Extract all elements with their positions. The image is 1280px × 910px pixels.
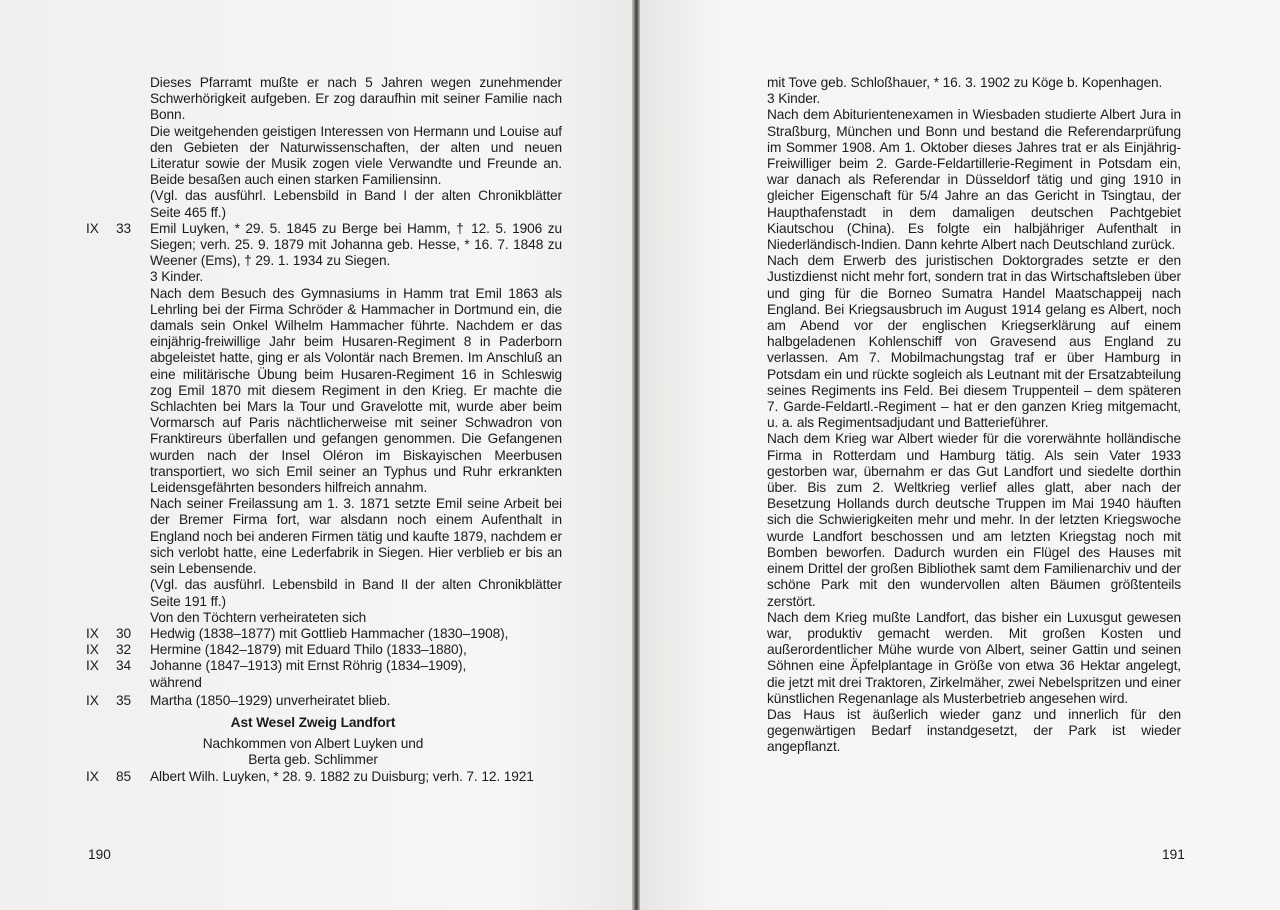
paragraph: Nach seiner Freilassung am 1. 3. 1871 setzte Emil seine Arbeit bei der Bremer Firma fort, war alsdann noch einem Aufenthalt in England noch bei anderen Firmen tätig und kaufte 1879, nachdem er sich verlobt hatte, eine Lederfabrik in Siegen. Hier verblieb er bis an sein Lebensende. [150, 496, 562, 577]
entry-text: Emil Luyken, * 29. 5. 1845 zu Berge bei Hamm, † 12. 5. 1906 zu Siegen; verh. 25. 9. 1879 mit Johanna geb. Hesse, * 16. 7. 1848 zu Weener (Ems), † 29. 1. 1934 zu Siegen. [150, 220, 562, 269]
paragraph: Das Haus ist äußerlich wieder ganz und innerlich für den gegenwärtigen Bedarf instandgesetzt, der Park ist wieder angepflanzt. [767, 706, 1181, 755]
entry-number: 34 [116, 658, 132, 674]
genealogy-entry [86, 220, 562, 270]
book-gutter [632, 0, 640, 910]
generation-numeral: IX [86, 220, 99, 236]
entry-text: Hedwig (1838–1877) mit Gottlieb Hammacher (1830–1908), [150, 625, 509, 641]
generation-numeral: IX [86, 642, 99, 658]
paragraph: 3 Kinder. [150, 269, 204, 285]
paragraph: (Vgl. das ausführl. Lebensbild in Band I der alten Chronikblätter Seite 465 ff.) [150, 188, 562, 220]
genealogy-entry [86, 658, 490, 690]
section-heading: Ast Wesel Zweig Landfort [230, 714, 396, 730]
generation-numeral: IX [86, 658, 99, 674]
entry-number: 33 [116, 220, 132, 236]
entry-reference [86, 769, 146, 785]
generation-numeral: IX [86, 625, 99, 641]
entry-reference [86, 693, 146, 709]
genealogy-entry [86, 768, 562, 785]
page-number: 191 [1162, 847, 1185, 862]
paragraph: Nach dem Erwerb des juristischen Doktorgrades setzte er den Justizdienst nicht mehr fort, sondern trat in das Wirtschaftsleben über und ging für die Borneo Sumatra Handel Maatschappeij nach England. Bei Kriegsausbruch im August 1914 gelang es Albert, noch am Abend vor der englischen Kriegserklärung auf einem halbgeladenen Kohlenschiff von Gravesend aus England zu verlassen. Am 7. Mobilmachungstag traf er über Hamburg in Potsdam ein und rückte sogleich als Leutnant mit der Ersatzabteilung seines Regiments ins Feld. Bei diesem Truppenteil – dem späteren 7. Garde-Feldartl.-Regiment – hat er den ganzen Krieg mitgemacht, u. a. als Regimentsadjudant und Batterieführer. [767, 253, 1181, 431]
entry-text: Hermine (1842–1879) mit Eduard Thilo (1833–1880), [150, 642, 467, 658]
paragraph: Nach dem Abiturientenexamen in Wiesbaden studierte Albert Jura in Straßburg, München und Bonn und bestand die Referendarprüfung im Sommer 1908. Am 1. Oktober dieses Jahres trat er als Einjährig-Freiwilliger beim 2. Garde-Feldartillerie-Regiment in Potsdam ein, war danach als Referendar in Düsseldorf tätig und ging 1910 in gleicher Eigenschaft für 5/4 Jahre an das Gericht in Tsingtau, der Haupthafenstadt in dem damaligen deutschen Pachtgebiet Kiautschou (China). Es folgte ein halbjähriger Aufenthalt in Niederländisch-Indien. Dann kehrte Albert nach Deutschland zurück. [767, 107, 1181, 253]
entry-number: 35 [116, 692, 132, 708]
left-page [0, 0, 636, 910]
entry-text: Johanne (1847–1913) mit Ernst Röhrig (1834–1909), während [150, 658, 467, 690]
entry-text: Martha (1850–1929) unverheiratet blieb. [150, 692, 391, 708]
genealogy-entry [86, 625, 562, 642]
paragraph: Die weitgehenden geistigen Interessen von Hermann und Louise auf den Gebieten der Naturwissenschaften, der alten und neuen Literatur sowie der Musik zogen viele Verwandte und Freunde an. Beide besaßen auch einen starken Familiensinn. [150, 123, 562, 188]
paragraph: Nach dem Krieg mußte Landfort, das bisher ein Luxusgut gewesen war, produktiv gemacht werden. Mit großen Kosten und außerordentlicher Mühe wurde von Albert, seiner Gattin und seinen Söhnen eine Äpfelplantage in Größe von etwa 36 Hektar angelegt, die jetzt mit drei Traktoren, Zirkelmäher, zwei Nebelspritzen und einer künstlichen Regenanlage als Musterbetrieb angesehen wird. [767, 609, 1181, 706]
paragraph: Dieses Pfarramt mußte er nach 5 Jahren wegen zunehmender Schwerhörigkeit aufgeben. Er zog daraufhin mit seiner Familie nach Bonn. [150, 75, 562, 123]
section-subheading: Nachkommen von Albert Luyken und [202, 736, 424, 752]
entry-reference [86, 221, 146, 237]
generation-numeral: IX [86, 692, 99, 708]
paragraph: mit Tove geb. Schloßhauer, * 16. 3. 1902 zu Köge b. Kopenhagen. [767, 75, 1163, 90]
entry-number: 32 [116, 642, 132, 658]
page-number: 190 [88, 847, 111, 862]
section-subheading: Berta geb. Schlimmer [248, 752, 378, 768]
right-page-text [767, 75, 1181, 756]
left-page-text [86, 75, 562, 785]
entry-reference [86, 658, 146, 674]
generation-numeral: IX [86, 768, 99, 784]
paragraph: Von den Töchtern verheirateten sich [150, 609, 367, 625]
entry-number: 30 [116, 625, 132, 641]
right-page [640, 0, 1280, 910]
genealogy-entry [86, 692, 562, 709]
entry-reference [86, 626, 146, 642]
paragraph: 3 Kinder. [767, 91, 821, 107]
genealogy-entry [86, 642, 562, 658]
entry-text: Albert Wilh. Luyken, * 28. 9. 1882 zu Duisburg; verh. 7. 12. 1921 [150, 768, 534, 784]
entry-number: 85 [116, 768, 132, 784]
paragraph: Nach dem Krieg war Albert wieder für die vorerwähnte holländische Firma in Rotterdam und Hamburg tätig. Als sein Vater 1933 gestorben war, übernahm er das Gut Landfort und siedelte dorthin über. Bis zum 2. Weltkrieg verlief alles glatt, aber nach der Besetzung Hollands durch deutsche Truppen im Mai 1940 häuften sich die Schwierigkeiten mehr und mehr. In der letzten Kriegswoche wurde Landfort beschossen und am letzten Kriegstag noch mit Bomben beworfen. Dadurch wurden ein Flügel des Hauses mit einem Drittel der großen Bibliothek samt dem Familienarchiv und der schöne Park mit den wundervollen alten Bäumen größtenteils zerstört. [767, 431, 1181, 609]
paragraph: Nach dem Besuch des Gymnasiums in Hamm trat Emil 1863 als Lehrling bei der Firma Schröder & Hammacher in Dortmund ein, die damals sein Onkel Wilhelm Hammacher führte. Nachdem er das einjährig-freiwillige Jahr beim Husaren-Regiment 8 in Paderborn abgeleistet hatte, ging er als Volontär nach Bremen. Im Anschluß an eine militärische Übung beim Husaren-Regiment 16 in Schleswig zog Emil 1870 mit diesem Regiment in den Krieg. Er machte die Schlachten bei Mars la Tour und Gravelotte mit, wurde aber beim Vormarsch auf Paris nächtlicherweise mit seiner Schwadron von Franktireurs überfallen und gefangen genommen. Die Gefangenen wurden nach der Insel Oléron im Biskayischen Meerbusen transportiert, wo sich Emil seiner an Typhus und Ruhr erkrankten Leidensgefährten besonders hilfreich annahm. [150, 285, 562, 496]
entry-reference [86, 642, 146, 658]
paragraph: (Vgl. das ausführl. Lebensbild in Band II der alten Chronikblätter Seite 191 ff.) [150, 577, 562, 609]
